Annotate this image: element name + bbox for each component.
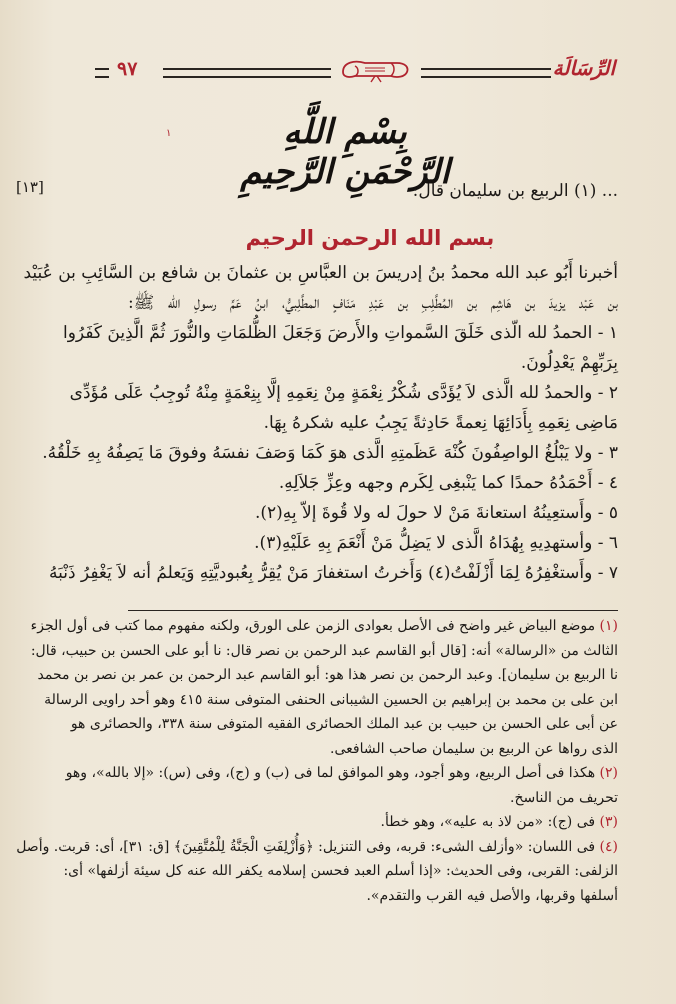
footnote: [65, 761, 618, 810]
text-line: ٥ - وأَستعِينُهُ استعانةَ مَنْ لا حولَ له ولا قُوةَ إلاّ بِهِ(٢).: [254, 503, 618, 523]
margin-section-number: [١٣]: [16, 178, 44, 196]
running-title: الرِّسَالَة: [552, 56, 615, 80]
header-rule: [421, 68, 551, 78]
intro-line: [128, 176, 618, 206]
header-rule: [163, 68, 331, 78]
text-line: ٤ - أَحْمَدُهُ حمدًا كما يَنْبغِى لِكَرم وجهه وعِزِّ جَلاَلِهِ.: [278, 473, 618, 493]
header-rule: [95, 68, 109, 78]
main-text: [23, 258, 618, 588]
footnote-text: هكذا فى أصل الربيع، وهو أجود، وهو الموافق لما فى (ب) و (ج)، وفى (س): «إلا بالله»، وهو: [65, 765, 596, 781]
footnote-number: (١): [599, 618, 618, 634]
footnote-separator: [128, 610, 618, 611]
intro-text: ... (١) الربيع بن سليمان قال:: [412, 181, 618, 201]
footnote-text: تحريف من الناسخ.: [510, 789, 618, 806]
page-number: ٩٧: [117, 58, 138, 80]
footnote-text: نا الربيع بن سليمان]. وعبد الرحمن بن نصر هذا هو: أبو القاسم عبد الرحمن بن عمر بن نصر بن محمد: [37, 667, 618, 683]
footnote-number: (٢): [599, 765, 618, 781]
text-line: ٢ - والحمدُ لله الَّذى لاَ يُؤَدَّى شُكْرُ نِعْمَةٍ مِنْ نِعَمِهِ إلَّا بِنِعْمَةٍ مِنْهُ تُوجِبُ عَلَى مُؤَدِّى: [69, 383, 618, 403]
section-heading: بسم الله الرحمن الرحيم: [245, 226, 495, 250]
footnote: [30, 614, 618, 761]
footnote: [128, 810, 618, 835]
footnote-number: (٣): [599, 814, 618, 830]
footnote-text: فى اللسان: «وأزلف الشىء: قربه، وفى التنزيل: ﴿وَأُزْلِفَتِ الْجَنَّةُ لِلْمُتَّقِينَ﴾ [ق: ٣١]، أى: قربت. وأصل: [16, 838, 596, 855]
page-header: [95, 58, 615, 88]
text-line: أخبرنا أَبُو عبد الله محمدُ بنُ إدريسَ بن العبَّاسِ بن عثمانَ بن شافع بن السَّائِبِ بن عُبَيْد: [23, 263, 618, 283]
footnote-text: الزلفى: القربى، وفى الحديث: «إذا أسلم العبد فحسن إسلامه يكفر الله عنه كل سيئة أزلفها» أى:: [63, 863, 618, 879]
text-line: ٧ - وأَستغْفِرُهُ لِمَا أَزْلَفْتُ(٤) وَأَخرتُ استغفارَ مَنْ يُقِرُّ بِعُبوديَّتِهِ وَيَعلمُ أنه لاَ يَغْفِرُ ذَنْبَهُ: [48, 563, 618, 583]
basmala-calligraphy: بِسْمِ اللَّهِ الرَّحْمَنِ الرَّحِيمِ: [240, 112, 450, 192]
footnote-number: (٤): [599, 838, 618, 855]
footnote-text: عن أبى على الحسن بن حبيب بن عبد الملك الحصائرى الفقيه المتوفى سنة ٣٣٨، والحصائرى هو: [70, 716, 618, 732]
text-line: بن عَبْد يزيدَ بن هَاشِم بن المُطَّلِبِ بن عَبْدِ مَنَافٍ المطَّلِبيُّ، ابنُ عَمِّ رسولِ الله ﷺ:: [128, 293, 618, 313]
text-line: ١ - الحمدُ لله الّذى خَلَقَ السَّمواتِ والأَرضَ وَجَعَلَ الظُّلمَاتِ والنُّورَ ثُمَّ الَّذِينَ كَفَرُوا: [63, 323, 618, 343]
text-line: ٣ - ولا يَبْلُغُ الواصِفُونَ كُنْهَ عَظَمتِهِ الَّذى هوَ كَمَا وَصَفَ نفسَهُ وفوقَ مَا يَصِفُهُ بِهِ خَلْقُهُ.: [42, 443, 618, 463]
footnote-text: الذى رواها عن الربيع بن سليمان صاحب الشافعى.: [330, 740, 618, 757]
footnote-text: ابن على بن محمد بن إبراهيم بن الحسين الشيبانى الحنفى المتوفى سنة ٤١٥ وهو أحد راويى الرسالة: [44, 691, 618, 708]
footnote-text: فى (ج): «من لاذ به عليه»، وهو خطأ.: [380, 814, 596, 830]
text-line: مَاضِى نِعَمِهِ بِأَدَائِهَا نِعمةً حَادِثةً يَجِبُ عليه شكرهُ بِهَا.: [263, 413, 618, 433]
footnote-text: أسلفها وقربها، والأصل فيه القرب والتقدم».: [366, 887, 618, 904]
footnote-text: موضع البياض غير واضح فى الأصل بعوادى الزمن على الورق، ولكنه مفهوم مما كتب فى أول الجزء: [30, 618, 596, 634]
text-line: بِرَبِّهِمْ يَعْدِلُونَ.: [520, 353, 618, 373]
footnotes: [16, 614, 618, 908]
text-line: ٦ - وأستهدِيهِ بِهُدَاهُ الَّذى لا يَضِلُّ مَنْ أَنْعَمَ بِهِ عَلَيْهِ(٣).: [254, 533, 618, 553]
basmala-mark: ۱: [166, 128, 172, 139]
footnote: [16, 835, 618, 909]
scroll-ornament-icon: [335, 54, 415, 84]
footnote-text: الثالث من «الرسالة» أنه: [قال أبو القاسم عبد الرحمن بن نصر قال: نا أبو على الحسن بن حبيب، قال:: [30, 642, 618, 659]
